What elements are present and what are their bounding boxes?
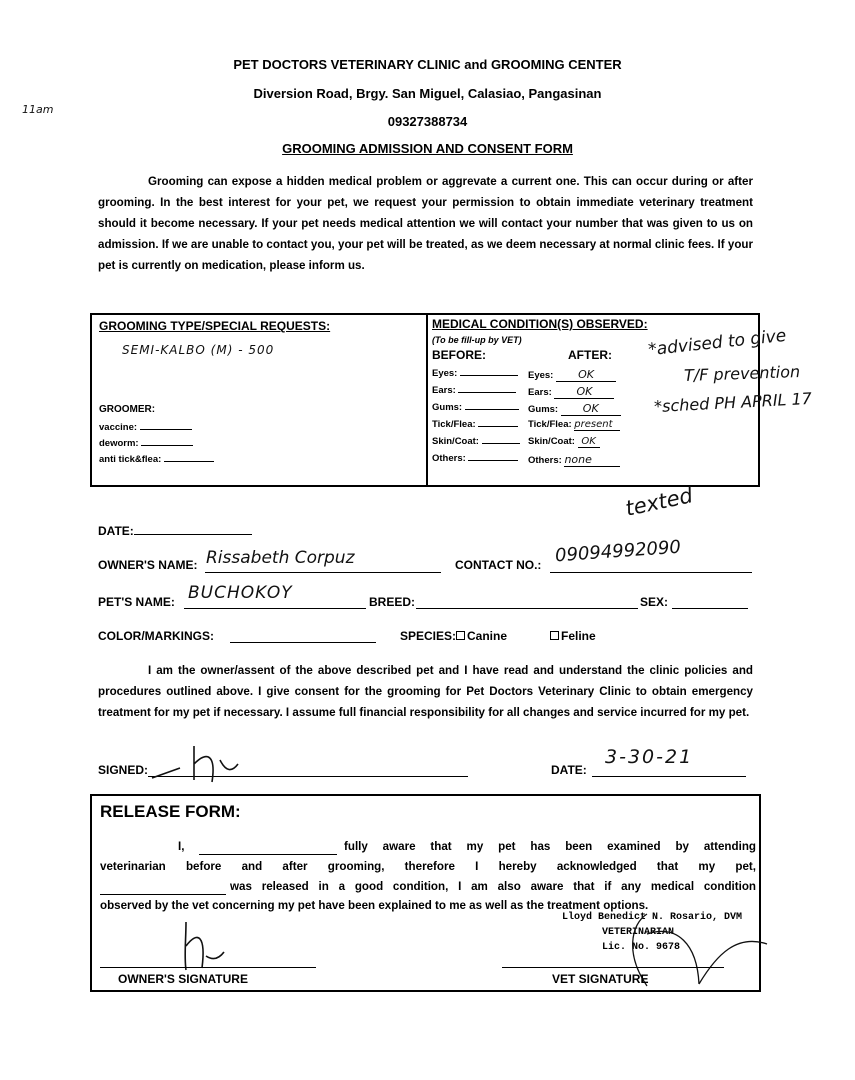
before-gums: Gums:: [432, 402, 519, 413]
grooming-heading: GROOMING TYPE/SPECIAL REQUESTS:: [99, 319, 331, 333]
clinic-name: PET DOCTORS VETERINARY CLINIC and GROOMING CENTER: [233, 57, 622, 72]
vet-note-schedule: *sched PH APRIL 17: [653, 388, 813, 417]
signed-date-value: 3-30-21: [605, 746, 694, 768]
after-gums: Gums: OK: [528, 402, 621, 416]
contact-value: 09094992090: [554, 536, 682, 567]
after-others: Others: none: [528, 453, 620, 467]
vet-stamp-license: Lic. No. 9678: [602, 942, 681, 953]
owner-name-label: OWNER'S NAME:: [98, 558, 198, 572]
feline-checkbox[interactable]: [550, 631, 559, 640]
before-ears: Ears:: [432, 385, 516, 396]
pet-name-label: PET'S NAME:: [98, 595, 175, 609]
vaccine-row: vaccine:: [99, 422, 192, 433]
release-line2: veterinarian before and after grooming, therefore I hereby acknowledged that my pet,: [100, 860, 756, 873]
medical-heading: MEDICAL CONDITION(S) OBSERVED:: [432, 317, 648, 331]
grooming-request-value: SEMI-KALBO (M) - 500: [122, 343, 275, 357]
release-line1-prefix: I,: [178, 840, 185, 853]
deworm-row: deworm:: [99, 438, 193, 449]
texted-note: texted: [623, 483, 695, 521]
before-skincoat: Skin/Coat:: [432, 436, 520, 447]
before-others: Others:: [432, 453, 518, 464]
date-row: DATE:: [98, 524, 252, 538]
release-form-title: RELEASE FORM:: [100, 802, 241, 821]
vet-note-advice: *advised to give: [647, 325, 788, 361]
consent-paragraph: I am the owner/assent of the above described pet and I have read and understand the clinic policies and procedures outlined above. I give consent for the grooming for Pet Doctors Veterinary Clinic to obtain emergency treatment for my pet if necessary. I assume full financial responsibility for all changes and service incurred for my pet.: [98, 664, 753, 719]
after-eyes: Eyes: OK: [528, 368, 616, 382]
antitick-row: anti tick&flea:: [99, 454, 214, 465]
species-row: SPECIES: Canine: [400, 629, 508, 643]
canine-checkbox[interactable]: [456, 631, 465, 640]
signed-label: SIGNED:: [98, 763, 149, 777]
grooming-request-box: [90, 313, 428, 487]
feline-row: Feline: [550, 629, 596, 643]
sex-label: SEX:: [640, 595, 669, 609]
before-eyes: Eyes:: [432, 368, 518, 379]
clinic-address: Diversion Road, Brgy. San Miguel, Calasiao, Pangasinan: [253, 86, 602, 101]
owner-signature-label: OWNER'S SIGNATURE: [118, 972, 248, 986]
after-label: AFTER:: [568, 348, 612, 362]
vet-note-prevention: T/F prevention: [683, 361, 801, 386]
vet-stamp-title: VETERINARIAN: [602, 927, 675, 938]
owner-signature-scribble: [150, 742, 240, 784]
pet-name-value: BUCHOKOY: [188, 583, 293, 603]
after-tickflea: Tick/Flea: present: [528, 419, 620, 431]
color-label: COLOR/MARKINGS:: [98, 629, 214, 643]
breed-label: BREED:: [369, 595, 416, 609]
intro-paragraph: Grooming can expose a hidden medical problem or aggrevate a current one. This can occur during or after grooming. In the best interest for your pet, we request your permission to obtain immediate veterinary treatment should it become necessary. If your pet needs medical attention we will contact your number that was given to us on admission. If we are unable to contact you, your pet will be treated, as we deem necessary at normal clinic fees. If your pet is currently on medication, please inform us.: [98, 175, 753, 272]
before-label: BEFORE:: [432, 348, 486, 362]
owner-release-signature: [172, 916, 232, 971]
form-title: GROOMING ADMISSION AND CONSENT FORM: [282, 141, 573, 156]
contact-label: CONTACT NO.:: [455, 558, 542, 572]
before-tickflea: Tick/Flea:: [432, 419, 518, 430]
release-line1-suffix: fully aware that my pet has been examined by attending: [344, 840, 756, 853]
release-line3-suffix: was released in a good condition, I am also aware that if any medical condition: [230, 880, 756, 893]
signed-date-label: DATE:: [551, 763, 587, 777]
vet-signature-label: VET SIGNATURE: [552, 972, 649, 986]
owner-name-value: Rissabeth Corpuz: [206, 548, 355, 568]
after-ears: Ears: OK: [528, 385, 614, 399]
release-form-box: [90, 794, 761, 992]
after-skincoat: Skin/Coat: OK: [528, 436, 600, 448]
groomer-label: GROOMER:: [99, 404, 156, 415]
vet-fill-note: (To be fill-up by VET): [432, 335, 522, 345]
margin-note-time: 11am: [22, 103, 54, 116]
release-line4: observed by the vet concerning my pet have been explained to me as well as the treatment options.: [100, 899, 649, 912]
vet-stamp-name: Lloyd Benedict N. Rosario, DVM: [562, 912, 743, 923]
clinic-phone: 09327388734: [387, 114, 468, 129]
